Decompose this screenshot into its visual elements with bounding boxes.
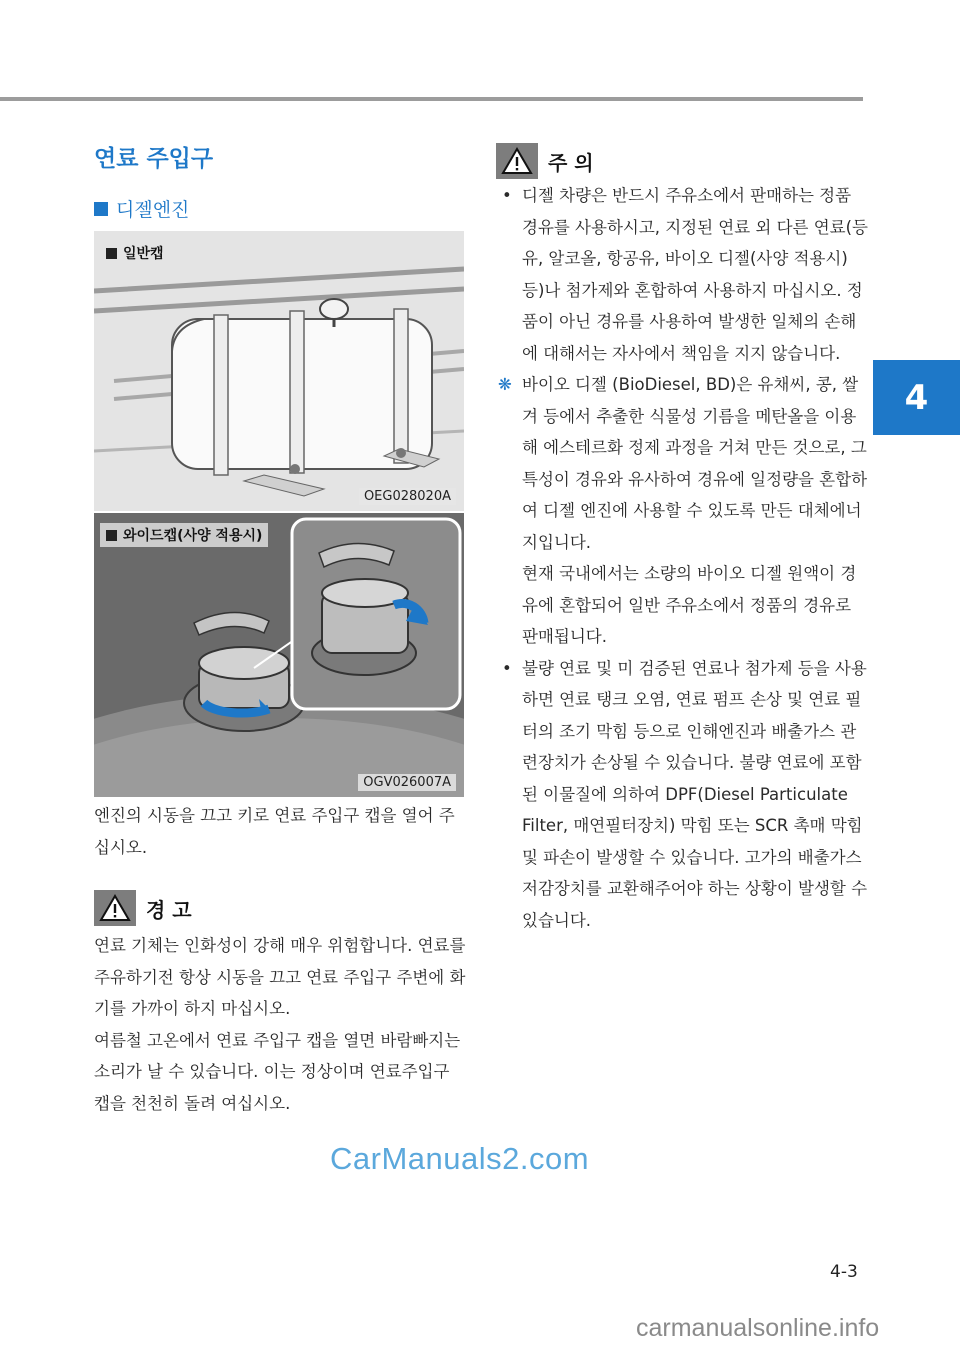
section-title: 연료 주입구	[94, 146, 214, 172]
caution-title: 주 의	[548, 150, 594, 175]
sub-title-text: 디젤엔진	[116, 199, 190, 221]
caution-item	[500, 369, 870, 653]
fuel-tank-illustration	[94, 231, 464, 511]
figure-label: 일반캡	[100, 241, 170, 265]
figure-code: OEG028020A	[359, 488, 456, 505]
caution-paragraph: 바이오 디젤 (BioDiesel, BD)은 유채씨, 콩, 쌀겨 등에서 추출한 식물성 기름을 메탄올을 이용해 에스테르화 정제 과정을 거쳐 만든 것으로, 그 특성이 경유와 유사하여 경유에 일정량을 혼합하여 디젤 엔진에 사용할 수 있도록 만든 대체에너지입니다.	[522, 375, 868, 552]
sub-title	[94, 195, 189, 222]
square-bullet-icon	[106, 530, 117, 541]
bullet-icon: •	[502, 186, 512, 205]
figure-caption: 엔진의 시동을 끄고 키로 연료 주입구 캡을 열어 주십시오.	[94, 806, 455, 857]
bullet-icon: •	[502, 658, 512, 678]
caution-item	[500, 653, 870, 937]
warning-title: 경 고	[146, 897, 192, 922]
caution-item	[500, 180, 870, 369]
caution-heading	[496, 143, 594, 179]
watermark: CarManuals2.com	[330, 1141, 590, 1176]
square-bullet-icon	[106, 248, 117, 259]
caution-paragraph: 불량 연료 및 미 검증된 연료나 첨가제 등을 사용하면 연료 탱크 오염, 연료 펌프 손상 및 연료 필터의 조기 막힘 등으로 인해엔진과 배출가스 관련장치가 손상될 수 있습니다. 불량 연료에 포함된 이물질에 의하여 DPF(Diesel Particulate Filter, 매연필터장치) 막힘 또는 SCR 촉매 막힘 및 파손이 발생할 수 있습니다. 고가의 배출가스 저감장치를 교환해주어야 하는 상황이 발생할 수 있습니다.	[522, 658, 868, 930]
caution-body	[500, 180, 870, 936]
warning-paragraph: 여름철 고온에서 연료 주입구 캡을 열면 바람빠지는 소리가 날 수 있습니다. 이는 정상이며 연료주입구 캡을 천천히 돌려 여십시오.	[94, 1030, 461, 1113]
caution-paragraph: 디젤 차량은 반드시 주유소에서 판매하는 정품 경유를 사용하시고, 지정된 연료 외 다른 연료(등유, 알코올, 항공유, 바이오 디젤(사양 적용시) 등)나 첨가제와 혼합하여 사용하지 마십시오. 정품이 아닌 경유를 사용하여 발생한 일체의 손해에 대해서는 자사에서 책임을 지지 않습니다.	[522, 186, 868, 363]
warning-paragraph: 연료 기체는 인화성이 강해 매우 위험합니다. 연료를 주유하기전 항상 시동을 끄고 연료 주입구 주변에 화기를 가까이 하지 마십시오.	[94, 936, 466, 1018]
footer-watermark: carmanualsonline.info	[636, 1314, 880, 1342]
chapter-tab[interactable]: 4	[873, 360, 960, 435]
caution-paragraph: 현재 국내에서는 소량의 바이오 디젤 원액이 경유에 혼합되어 일반 주유소에서 정품의 경유로 판매됩니다.	[522, 564, 857, 646]
warning-heading	[94, 890, 192, 926]
figure-standard-cap	[94, 231, 464, 511]
top-rule	[0, 97, 863, 101]
warning-triangle-icon	[94, 890, 136, 926]
warning-body	[94, 930, 466, 1119]
figure-wide-cap	[94, 513, 464, 797]
caution-triangle-icon	[496, 143, 538, 179]
page-number: 4-3	[830, 1262, 858, 1282]
figure-label: 와이드캡(사양 적용시)	[100, 523, 268, 547]
wide-cap-illustration	[94, 513, 464, 797]
figure-code: OGV026007A	[358, 774, 456, 791]
square-bullet-icon	[94, 202, 108, 216]
asterisk-note-icon: ❋	[498, 375, 512, 394]
